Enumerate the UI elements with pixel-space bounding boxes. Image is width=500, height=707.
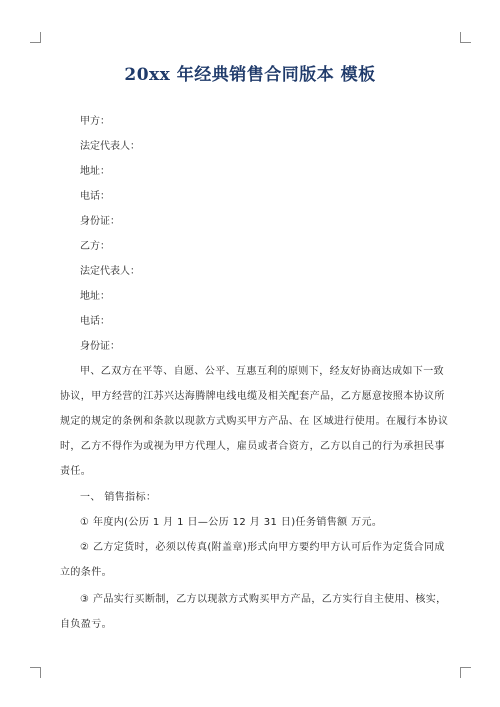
crop-mark-bottom-right	[460, 667, 471, 678]
preamble-line: 甲、乙双方在平等、自愿、公平、互惠互利的原则下，经友好协商达成如下一致	[80, 366, 444, 377]
party-a-phone-label: 电话：	[80, 191, 110, 202]
clause-3-line: ③ 产品实行买断制，乙方以现款方式购买甲方产品，乙方实行自主使用、核实，	[80, 594, 447, 605]
party-b-address-label: 地址：	[80, 291, 110, 302]
clause-3	[60, 587, 447, 637]
preamble-paragraph	[60, 359, 449, 484]
crop-mark-bottom-left	[30, 667, 41, 678]
section-1-heading: 一、 销售指标：	[80, 492, 157, 503]
clause-2-line: ② 乙方定货时，必须以传真(附盖章)形式向甲方要约甲方认可后作为定货合同成	[80, 542, 445, 553]
party-a-label: 甲方：	[80, 116, 110, 127]
party-a-address-label: 地址：	[80, 166, 110, 177]
crop-mark-top-right	[460, 32, 471, 43]
party-b-id-label: 身份证：	[80, 341, 120, 352]
party-a-representative-label: 法定代表人：	[80, 141, 140, 152]
crop-mark-top-left	[30, 32, 41, 43]
preamble-line: 时，乙方不得作为或视为甲方代理人，雇员或者合资方，乙方以自己的行为承担民事	[60, 441, 445, 452]
preamble-line: 责任。	[60, 466, 92, 477]
party-b-representative-label: 法定代表人：	[80, 266, 140, 277]
party-b-label: 乙方：	[80, 241, 110, 252]
preamble-line: 规定的规定的条例和条款以现款方式购买甲方产品、在 区域进行使用。在履行本协议	[60, 416, 449, 427]
clause-2-line: 立的条件。	[60, 567, 112, 578]
preamble-line: 协议，甲方经营的江苏兴达海腾牌电线电缆及相关配套产品，乙方愿意按照本协议所	[60, 391, 445, 402]
document-title: 20xx 年经典销售合同版本 模板	[124, 65, 376, 85]
clause-2	[60, 535, 445, 585]
party-a-id-label: 身份证：	[80, 216, 120, 227]
clause-3-line: 自负盈亏。	[60, 619, 112, 630]
clause-1: ① 年度内(公历 1 月 1 日—公历 12 月 31 日)任务销售额 万元。	[80, 517, 383, 528]
party-b-phone-label: 电话：	[80, 316, 110, 327]
